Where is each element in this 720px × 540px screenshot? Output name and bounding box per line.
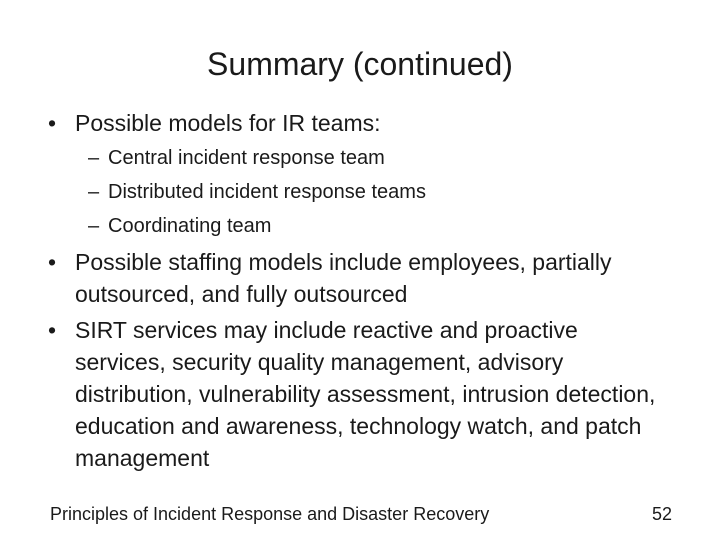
subitem-central-team: [88, 141, 648, 175]
subitem-symbol: –: [88, 181, 100, 203]
subitem-symbol: –: [88, 147, 100, 169]
bullet-staffing-models: [48, 246, 638, 310]
subitem-coordinating-team: [88, 209, 648, 243]
subitem-text: Distributed incident response teams: [108, 181, 426, 203]
bullet-ir-team-models: [48, 107, 668, 139]
bullet-text: Possible models for IR teams:: [75, 110, 381, 136]
bullet-symbol: •: [48, 249, 57, 275]
subitem-symbol: –: [88, 215, 100, 237]
footer-page-number: 52: [651, 504, 672, 524]
subitem-text: Central incident response team: [108, 147, 385, 169]
bullet-symbol: •: [48, 317, 57, 343]
bullet-symbol: •: [48, 110, 57, 136]
slide-title: Summary (continued): [207, 46, 513, 82]
bullet-text: SIRT services may include reactive and proactive services, security quality management, advisory distribution, vulnerability assessment, intrusion detection, education and awareness, technology watch, and patch management: [75, 317, 656, 471]
subitem-distributed-teams: [88, 175, 648, 209]
footer-course-title: Principles of Incident Response and Disaster Recovery: [50, 504, 490, 524]
subitem-text: Coordinating team: [108, 215, 272, 237]
bullet-text: Possible staffing models include employees, partially outsourced, and fully outsourced: [75, 249, 612, 307]
bullet-sirt-services: [48, 314, 660, 474]
